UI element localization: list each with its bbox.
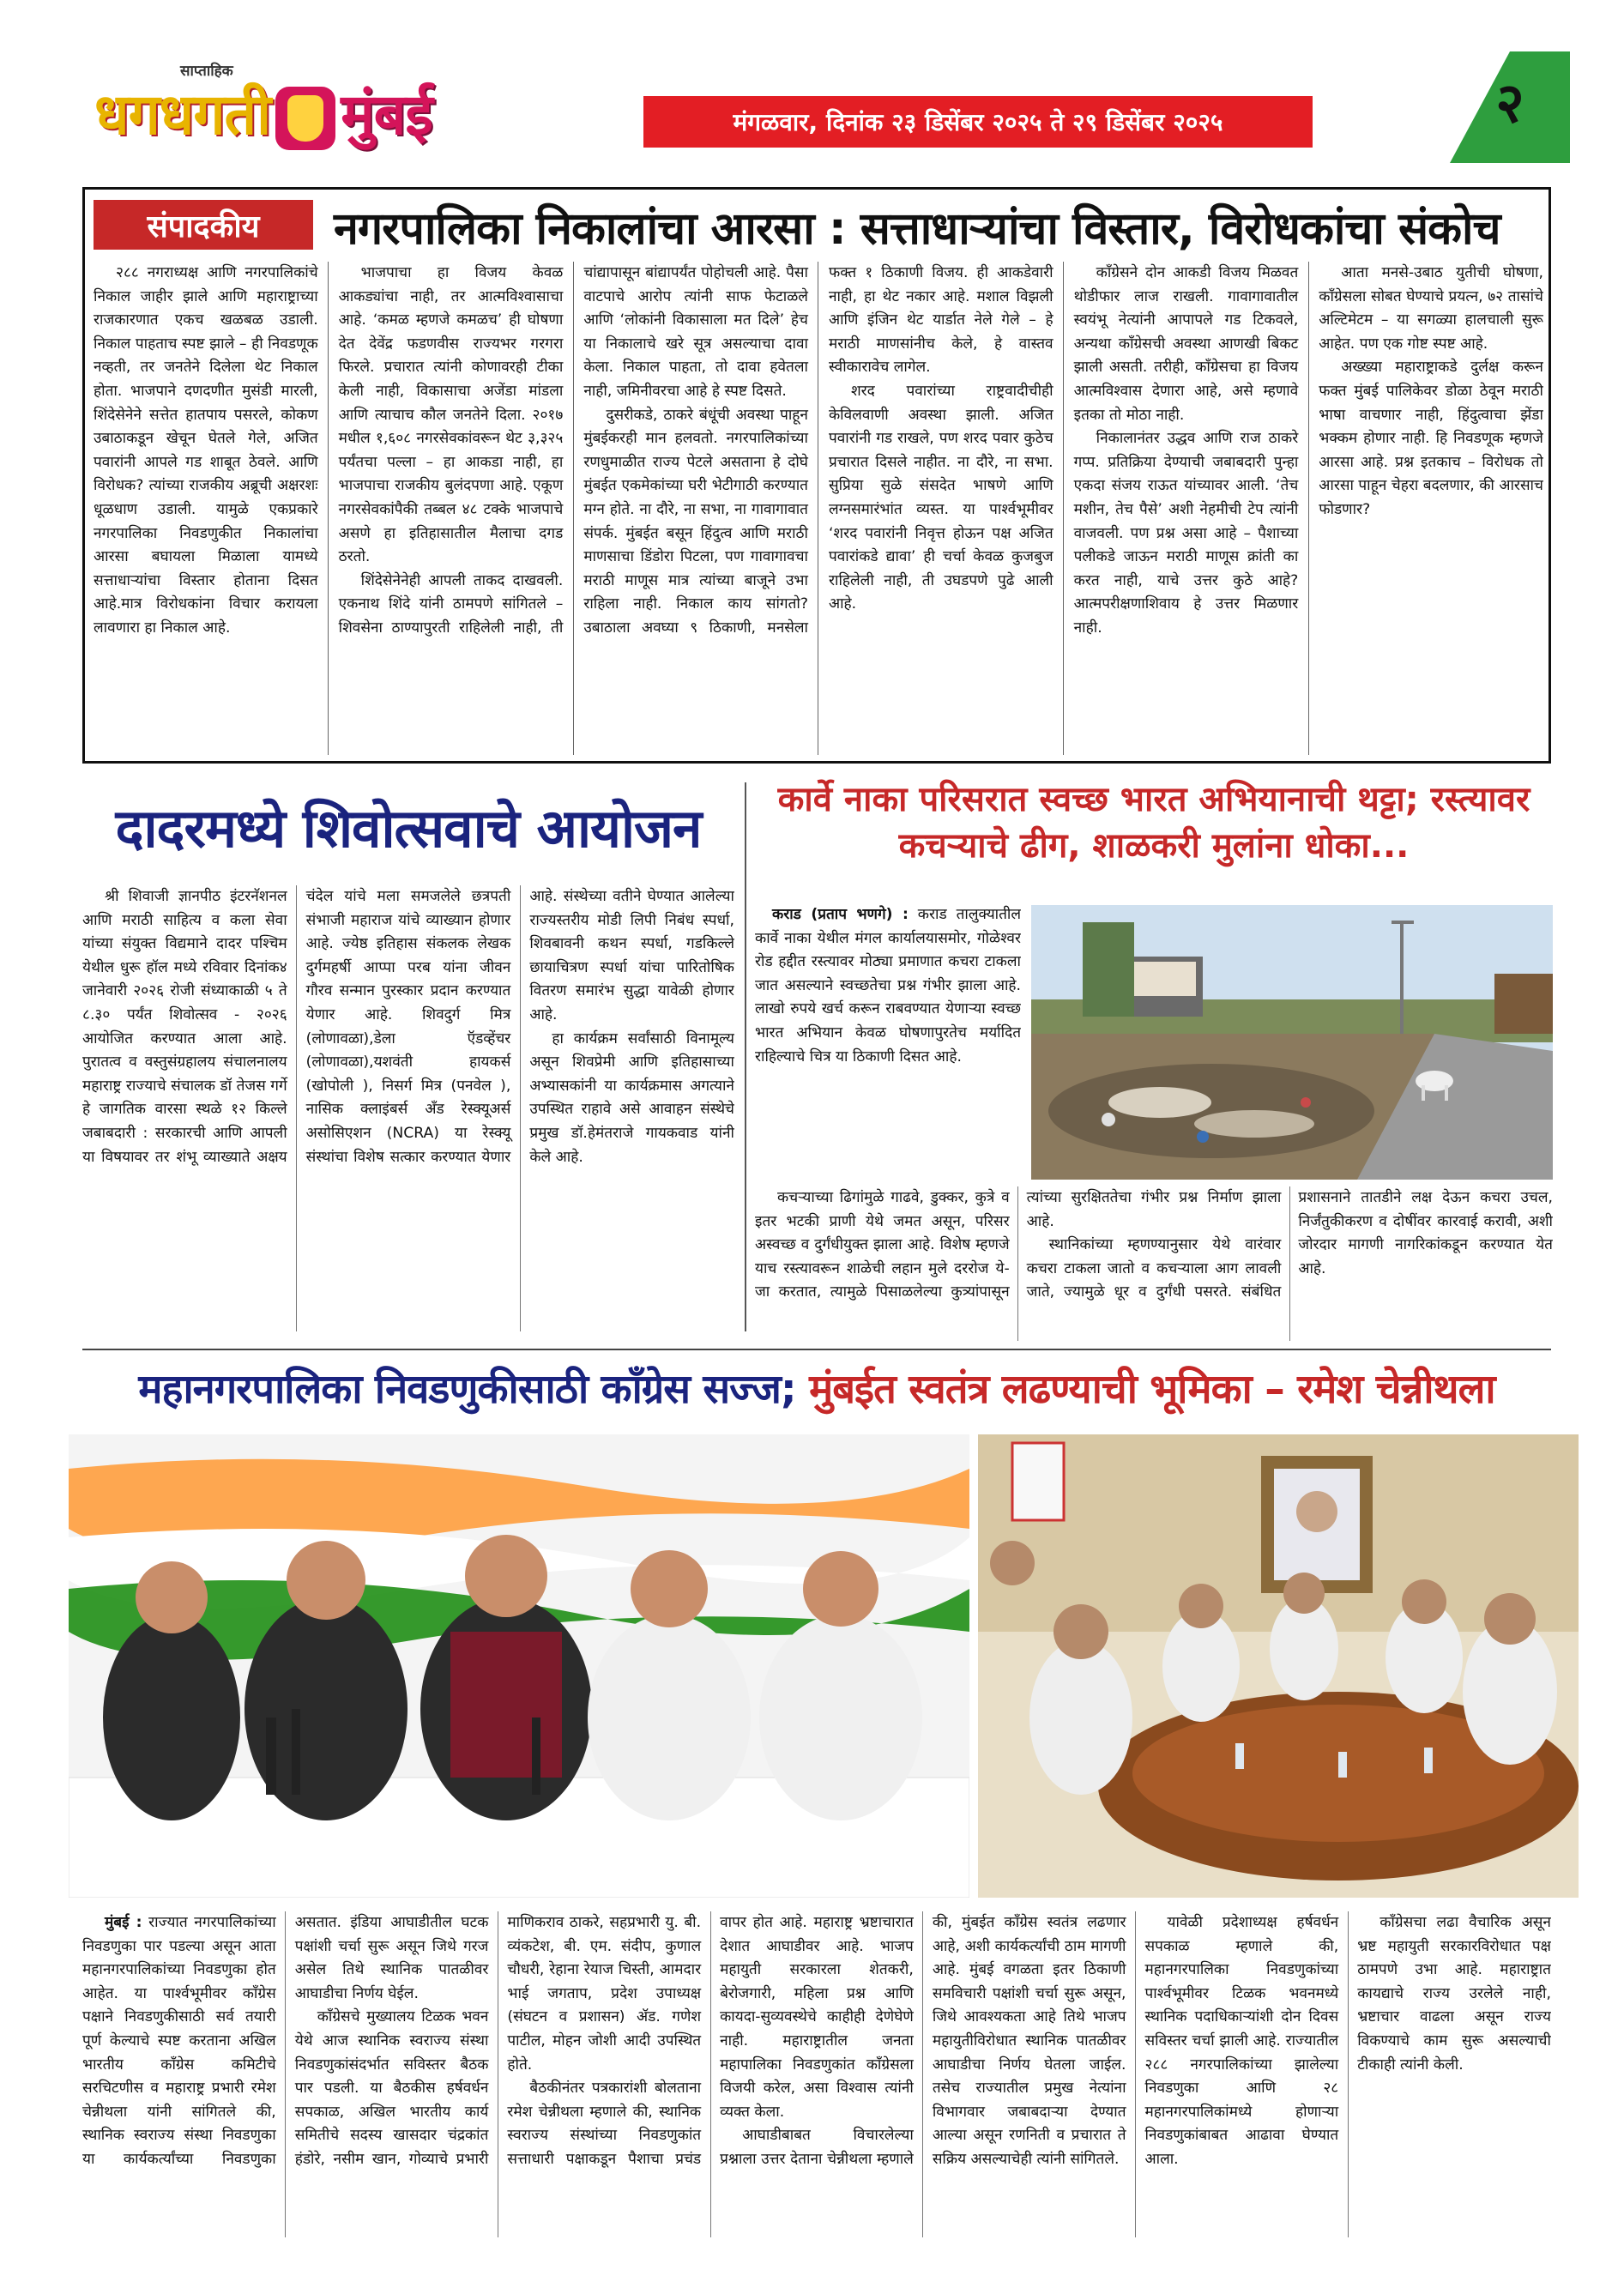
congress-paragraph: आघाडीबाबत विचारलेल्या प्रश्नाला उत्तर देताना चेन्नीथला म्हणाले की, मुंबईत काँग्रेस स्वतंत्र लढणार आहे, अशी कार्यकर्त्यांची ठाम मागणी आहे. मुंबई वगळता इतर ठिकाणी समविचारी पक्षांशी चर्चा सुरू असून, जिथे आवश्यकता आहे तिथे भाजप महायुतीविरोधात स्थानिक पातळीवर आघाडीचा निर्णय घेतला जाईल. तसेच राज्यातील प्रमुख नेत्यांना विभागवार जबाबदाऱ्या देण्यात आल्या असून रणनिती व प्रचारात ते सक्रिय असल्याचेही त्यांनी सांगितले. (720, 1914, 1126, 2168)
dadar-paragraph: श्री शिवाजी ज्ञानपीठ इंटरनॅशनल आणि मराठी साहित्य व कला सेवा यांच्या संयुक्त विद्यमाने दादर पश्चिम येथील धुरू हॉल मध्ये रविवार दिनांक४ जानेवारी २०२६ रोजी संध्याकाळी ५ ते ८.३० पर्यंत शिवोत्सव - २०२६ आयोजित करण्यात आला आहे. पुरातत्व व वस्तुसंग्रहालय संचालनालय महाराष्ट्र राज्याचे संचालक डॉ तेजस गर्गे हे जागतिक वारसा स्थळे १२ किल्ले जबाबदारी : सरकारची आणि आपली या विषयावर तर शंभू व्याख्याते अक्षय चंदेल यांचे मला समजलेले छत्रपती संभाजी महाराज यांचे व्याख्यान होणार आहे. ज्येष्ठ इतिहास संकलक लेखक दुर्गमहर्षी आप्पा परब यांना जीवन गौरव सन्मान पुरस्कार प्रदान करण्यात येणार आहे. शिवदुर्ग मित्र (लोणावळा),डेला ऍडव्हेंचर (लोणावळा),यशवंती हायकर्स (खोपोली ), निसर्ग मित्र (पनवेल ), नासिक क्लाइंबर्स अँड रेस्क्यूअर्स असोसिएशन (NCRA) या रेस्क्यू संस्थांचा विशेष सत्कार करण्यात येणार आहे. संस्थेच्या वतीने घेण्यात आलेल्या राज्यस्तरीय मोडी लिपी निबंध स्पर्धा, शिवबावनी कथन स्पर्धा, गडकिल्ले छायाचित्रण स्पर्धा यांचा पारितोषिक वितरण समारंभ सुद्धा यावेळी होणार आहे. (82, 888, 734, 1166)
press-conference-illustration (69, 1434, 969, 1898)
dadar-headline: दादरमध्ये शिवोत्सवाचे आयोजन (115, 797, 702, 860)
dadar-article (82, 782, 734, 1340)
column-divider (745, 782, 746, 1331)
editorial-box (82, 187, 1551, 764)
dadar-paragraph: हा कार्यक्रम सर्वांसाठी विनामूल्य असून शिवप्रेमी आणि इतिहासाच्या अभ्यासकांनी या कार्यक्रमास अगत्याने उपस्थित राहावे असे आवाहन संस्थेचे प्रमुख डॉ.हेमंतराजे गायकवाड यांनी केले आहे. (529, 1029, 734, 1166)
karve-lead-text: कराड तालुक्यातील कार्वे नाका येथील मंगल कार्यालयासमोर, गोळेश्वर रोड हद्दीत रस्त्यावर मोठ्या प्रमाणात कचरा टाकला जात असल्याने स्वच्छतेचा प्रश्न गंभीर झाला आहे. लाखो रुपये खर्च करून राबवण्यात येणाऱ्या स्वच्छ भारत अभियान केवळ घोषणापुरतेच मर्यादित राहिल्याचे चित्र या ठिकाणी दिसत आहे. (755, 906, 1021, 1066)
page-number: २ (1495, 72, 1524, 136)
congress-paragraph: काँग्रेसचा लढा वैचारिक असून भ्रष्ट महायुती सरकारविरोधात पक्ष ठामपणे उभा आहे. महाराष्ट्रात कायद्याचे राज्य उरलेले नाही, भ्रष्टाचार वाढला असून राज्य विकण्याचे काम सुरू असल्याची टीकाही त्यांनी केली. (1357, 1914, 1551, 2074)
garbage-roadside-illustration (1031, 905, 1553, 1180)
karve-headline: कार्वे नाका परिसरात स्वच्छ भारत अभियानाची थट्टा; रस्त्यावर कचऱ्याचे ढीग, शाळकरी मुलांना धोका... (777, 780, 1530, 866)
garbage-roadside-photo (1031, 905, 1553, 1180)
editorial-paragraph: २८८ नगराध्यक्ष आणि नगरपालिकांचे निकाल जाहीर झाले आणि महाराष्ट्राच्या राजकारणात एकच खळबळ उडाली. निकाल पाहताच स्पष्ट झाले – ही निवडणूक नव्हती, तर जनतेने दिलेला थेट निकाल होता. भाजपाने दणदणीत मुसंडी मारली, शिंदेसेनेने सत्तेत हातपाय पसरले, कोकण उबाठाकडून खेचून घेतले गेले, अजित पवारांनी आपले गड शाबूत ठेवले. आणि विरोधक? त्यांच्या राजकीय अब्रूची अक्षरशः धूळधाण उडाली. यामुळे एकप्रकारे नगरपालिका निवडणुकीत निकालांचा आरसा बघायला मिळाला यामध्ये सत्ताधाऱ्यांचा विस्तार होताना दिसत आहे.मात्र विरोधकांना विचार करायला लावणारा हा निकाल आहे. (94, 264, 318, 637)
logo-wordmark (94, 74, 432, 151)
congress-paragraph: काँग्रेसचे मुख्यालय टिळक भवन येथे आज स्थानिक स्वराज्य संस्था निवडणुकांसंदर्भात सविस्तर बैठक पार पडली. या बैठकीस हर्षवर्धन सपकाळ, अखिल भारतीय कार्य समितीचे सदस्य खासदार चंद्रकांत हंडोरे, नसीम खान, गोव्याचे प्रभारी माणिकराव ठाकरे, सहप्रभारी यु. बी. व्यंकटेश, बी. एम. संदीप, कुणाल चौधरी, रेहाना रेयाज चिस्ती, आमदार भाई जगताप, प्रदेश उपाध्यक्ष (संघटन व प्रशासन) ॲड. गणेश पाटील, मोहन जोशी आदी उपस्थित होते. (294, 1914, 702, 2168)
congress-paragraph: बैठकीनंतर पत्रकारांशी बोलताना रमेश चेन्नीथला म्हणाले की, स्थानिक स्वराज्य संस्थांच्या निवडणुकांत सत्ताधारी पक्षाकडून पैशाचा प्रचंड वापर होत आहे. महाराष्ट्र भ्रष्टाचारात देशात आघाडीवर आहे. भाजप महायुती सरकारला शेतकरी, बेरोजगारी, महिला प्रश्न आणि कायदा-सुव्यवस्थेचे काहीही देणेघेणे नाही. महाराष्ट्रातील जनता महापालिका निवडणुकांत काँग्रेसला विजयी करेल, असा विश्वास त्यांनी व्यक्त केला. (507, 1914, 914, 2168)
congress-headline-part2: मुंबईत स्वतंत्र लढण्याची भूमिका – रमेश चेन्नीथला (809, 1366, 1495, 1413)
karve-paragraph: स्थानिकांच्या म्हणण्यानुसार येथे वारंवार कचरा टाकला जातो व कचऱ्याला आग लावली जाते, ज्यामुळे धूर व दुर्गंधी पसरते. संबंधित प्रशासनाने तातडीने लक्ष देऊन कचरा उचल, निर्जंतुकीकरण व दोषींवर कारवाई करावी, अशी जोरदार मागणी नागरिकांकडून करण्यात येत आहे. (1026, 1189, 1553, 1301)
logo-tagline: साप्ताहिक (180, 63, 233, 80)
press-conference-photo (69, 1434, 969, 1898)
congress-body (82, 1911, 1551, 2237)
editorial-paragraph: भाजपाचा हा विजय केवळ आकड्यांचा नाही, तर आत्मविश्वासाचा आहे. ‘कमळ म्हणजे कमळच’ ही घोषणा देत देवेंद्र फडणवीस राज्यभर गरगरा फिरले. प्रचारात त्यांनी कोणावरही टीका केली नाही, विकासाचा अजेंडा मांडला आणि त्याचाच कौल जनतेने दिला. २०१७ मधील १,६०८ नगरसेवकांवरून थेट ३,३२५ पर्यंतचा पल्ला – हा आकडा नाही, हा भाजपाचा राजकीय बुलंदपणा आहे. एकूण नगरसेवकांपैकी तब्बल ४८ टक्के भाजपाचे असणे हा इतिहासातील मैलाचा दगड ठरतो. (338, 264, 564, 566)
newspaper-logo (94, 60, 626, 154)
congress-headline (82, 1360, 1551, 1415)
editorial-paragraph: निकालानंतर उद्धव आणि राज ठाकरे गप्प. प्रतिक्रिया देण्याची जबाबदारी पुन्हा एकदा संजय राऊत यांच्यावर आली. ‘तेच मशीन, तेच पैसे’ अशी नेहमीची टेप त्यांनी वाजवली. पण प्रश्न असा आहे – पैशाच्या पलीकडे जाऊन मराठी माणूस क्रांती का करत नाही, याचे उत्तर कुठे आहे? आत्मपरीक्षणाशिवाय हे उत्तर मिळणार नाही. (1073, 430, 1299, 637)
editorial-paragraph: काँग्रेसने दोन आकडी विजय मिळवत थोडीफार लाज राखली. गावागावातील स्वयंभू नेत्यांनी आपापले गड टिकवले, अन्यथा काँग्रेसची अवस्था आणखी बिकट झाली असती. तरीही, काँग्रेसचा हा विजय आत्मविश्वास देणारा आहे, असे म्हणावे इतका तो मोठा नाही. (1073, 264, 1299, 424)
logo-part2: मुंबई (341, 81, 432, 148)
editorial-paragraph: अख्ख्या महाराष्ट्राकडे दुर्लक्ष करून फक्त मुंबई पालिकेवर डोळा ठेवून मराठी भाषा वाचणार नाही, हिंदुत्वाचा झेंडा भक्कम होणार नाही. हि निवडणूक म्हणजे आरसा आहे. प्रश्न इतकाच – विरोधक तो आरसा पाहून चेहरा बदलणार, की आरसाच फोडणार? (1319, 359, 1543, 518)
karve-lead (755, 903, 1021, 1178)
karve-body (755, 1186, 1553, 1341)
logo-part1: धगधगती (94, 81, 271, 148)
editorial-paragraph: शरद पवारांच्या राष्ट्रवादीचीही केविलवाणी अवस्था झाली. अजित पवारांनी गड राखले, पण शरद पवार कुठेच प्रचारात दिसले नाहीत. ना दौरे, ना सभा. सुप्रिया सुळे संसदेत भाषणे आणि लग्नसमारंभांत व्यस्त. या पार्श्वभूमीवर ‘शरद पवारांनी निवृत्त होऊन पक्ष अजित पवारांकडे द्यावा’ ही चर्चा केवळ कुजबुज राहिलेली नाही, ती उघडपणे पुढे आली आहे. (828, 382, 1053, 613)
editorial-paragraph: आता मनसे-उबाठ युतीची घोषणा, काँग्रेसला सोबत घेण्याचे प्रयत्न, ७२ तासांचे अल्टिमेटम – या सगळ्या हालचाली सुरू आहेत. पण एक गोष्ट स्पष्ट आहे. (1319, 264, 1543, 353)
masthead (60, 51, 1570, 163)
raised-fist-icon (275, 87, 335, 150)
dadar-body (82, 885, 734, 1331)
editorial-tag: संपादकीय (94, 200, 313, 250)
karve-article (755, 776, 1553, 1343)
congress-paragraph: राज्यात नगरपालिकांच्या निवडणुका पार पडल्या असून आता महानगरपालिकांच्या निवडणुका होत आहेत. या पार्श्वभूमीवर काँग्रेस पक्षाने निवडणुकीसाठी सर्व तयारी पूर्ण केल्याचे स्पष्ट करताना अखिल भारतीय काँग्रेस कमिटीचे सरचिटणीस व महाराष्ट्र प्रभारी रमेश चेन्नीथला यांनी सांगितले की, स्थानिक स्वराज्य संस्था निवडणुका या कार्यकर्त्यांच्या निवडणुका असतात. इंडिया आघाडीतील घटक पक्षांशी चर्चा सुरू असून जिथे गरज असेल तिथे स्थानिक पातळीवर आघाडीचा निर्णय घेईल. (82, 1914, 489, 2168)
congress-dateline: मुंबई : (105, 1914, 142, 1931)
editorial-headline: नगरपालिका निकालांचा आरसा : सत्ताधाऱ्यांचा विस्तार, विरोधकांचा संकोच (334, 203, 1500, 255)
karve-paragraph: कचऱ्याच्या ढिगांमुळे गाढवे, डुक्कर, कुत्रे व इतर भटकी प्राणी येथे जमत असून, परिसर अस्वच्छ व दुर्गंधीयुक्त झाला आहे. विशेष म्हणजे याच रस्त्यावरून शाळेची लहान मुले दररोज ये-जा करतात, त्यामुळे पिसाळलेल्या कुत्र्यांपासून त्यांच्या सुरक्षिततेचा गंभीर प्रश्न निर्माण झाला आहे. (755, 1189, 1282, 1301)
karve-dateline: कराड (प्रताप भणगे) : (772, 906, 909, 923)
page-number-tab (1450, 51, 1570, 163)
editorial-body (94, 262, 1543, 755)
issue-date-bar: मंगळवार, दिनांक २३ डिसेंबर २०२५ ते २९ डिसेंबर २०२५ (643, 96, 1313, 148)
editorial-paragraph: शिंदेसेनेनेही आपली ताकद दाखवली. एकनाथ शिंदे यांनी ठामपणे सांगितले – शिवसेना ठाण्यापुरती राहिलेली नाही, ती चांद्यापासून बांद्यापर्यंत पोहोचली आहे. पैसा वाटपाचे आरोप त्यांनी साफ फेटाळले आणि ‘लोकांनी विकासाला मत दिले’ हेच या निकालाचे खरे सूत्र असल्याचा दावा केला. निकाल पाहता, तो दावा हवेतला नाही, जमिनीवरचा आहे हे स्पष्ट दिसते. (338, 264, 808, 637)
editorial-paragraph: दुसरीकडे, ठाकरे बंधूंची अवस्था पाहून मुंबईकरही मान हलवतो. नगरपालिकांच्या रणधुमाळीत राज्य पेटले असताना हे दोघे मुंबईत एकमेकांच्या घरी भेटीगाठी करण्यात मग्न होते. ना दौरे, ना सभा, ना गावागावात संपर्क. मुंबईत बसून हिंदुत्व आणि मराठी माणसाचा डिंडोरा पिटला, पण गावागावचा मराठी माणूस मात्र त्यांच्या बाजूने उभा राहिला नाही. निकाल काय सांगतो? उबाठाला अवघ्या ९ ठिकाणी, मनसेला फक्त १ ठिकाणी विजय. ही आकडेवारी नाही, हा थेट नकार आहे. मशाल विझली आणि इंजिन थेट यार्डात नेले गेले – हे मराठी माणसांनीच केले, हे वास्तव स्वीकारावेच लागेल. (583, 264, 1053, 637)
meeting-room-photo (978, 1434, 1579, 1898)
congress-headline-part1: महानगरपालिका निवडणुकीसाठी काँग्रेस सज्ज; (138, 1366, 796, 1413)
section-divider (82, 1349, 1551, 1350)
congress-paragraph: यावेळी प्रदेशाध्यक्ष हर्षवर्धन सपकाळ म्हणाले की, महानगरपालिका निवडणुकांच्या पार्श्वभूमीवर टिळक भवनमध्ये स्थानिक पदाधिकाऱ्यांशी दोन दिवस सविस्तर चर्चा झाली आहे. राज्यातील २८८ नगरपालिकांच्या झालेल्या निवडणुका आणि २८ महानगरपालिकांमध्ये होणाऱ्या निवडणुकांबाबत आढावा घेण्यात आला. (1144, 1914, 1339, 2168)
meeting-room-illustration (978, 1434, 1579, 1898)
